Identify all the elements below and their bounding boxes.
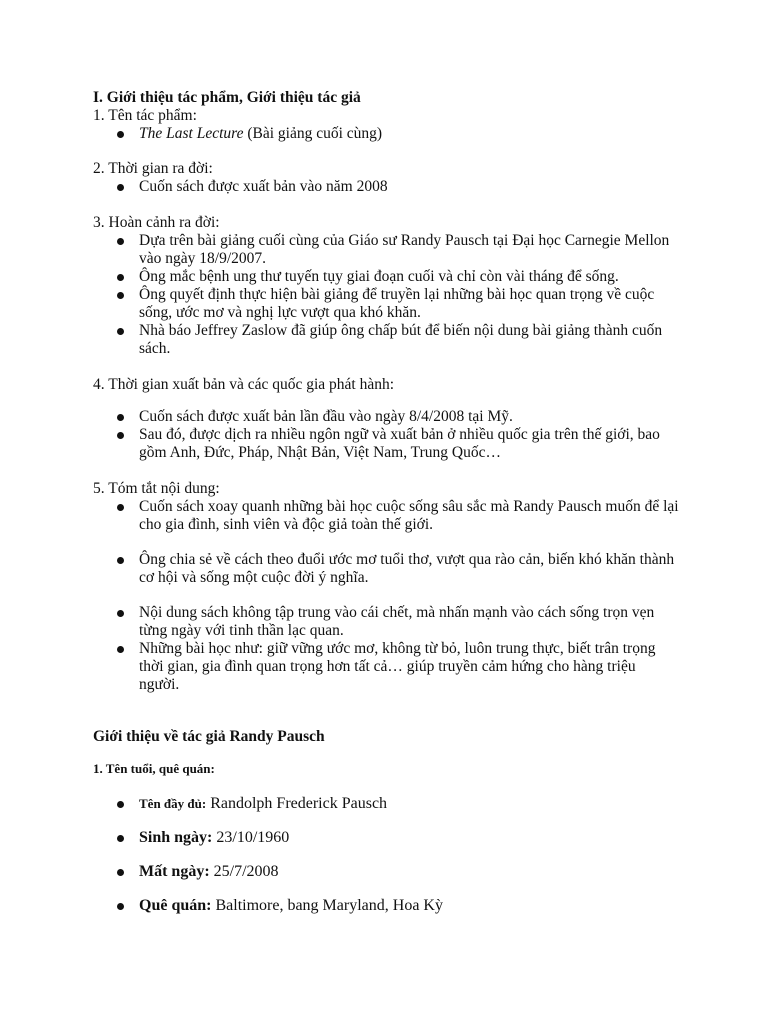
document-page xyxy=(93,89,693,916)
profile-hometown xyxy=(93,896,679,916)
subheading-name-hometown: 1. Tên tuổi, quê quán: xyxy=(93,761,215,776)
item-title-release-time: 2. Thời gian ra đời: xyxy=(93,160,213,177)
author-profile-list xyxy=(93,794,693,916)
item-title-context: 3. Hoàn cảnh ra đời: xyxy=(93,214,220,231)
profile-birth-date xyxy=(93,828,679,848)
work-name-list xyxy=(93,125,693,143)
list-item: Cuốn sách xoay quanh những bài học cuộc sống sâu sắc mà Randy Pausch muốn để lại cho gia đình, sinh viên và độc giả toàn thế giới. xyxy=(93,498,679,534)
list-item: Ông mắc bệnh ung thư tuyến tụy giai đoạn cuối và chỉ còn vài tháng để sống. xyxy=(93,268,679,286)
section-heading-intro: I. Giới thiệu tác phẩm, Giới thiệu tác giả xyxy=(93,89,361,106)
item-title-publication: 4. Thời gian xuất bản và các quốc gia phát hành: xyxy=(93,376,395,393)
summary-list xyxy=(93,498,693,694)
list-item: Cuốn sách được xuất bản vào năm 2008 xyxy=(93,178,679,196)
book-title-italic: The Last Lecture xyxy=(139,125,244,142)
list-item: Cuốn sách được xuất bản lần đầu vào ngày 8/4/2008 tại Mỹ. xyxy=(93,408,679,426)
list-item: Những bài học như: giữ vững ước mơ, không từ bỏ, luôn trung thực, biết trân trọng thời gian, gia đình quan trọng hơn tất cả… giúp truyền cảm hứng cho hàng triệu người. xyxy=(93,640,679,694)
list-item: Sau đó, được dịch ra nhiều ngôn ngữ và xuất bản ở nhiều quốc gia trên thế giới, bao gồm Anh, Đức, Pháp, Nhật Bản, Việt Nam, Trung Quốc… xyxy=(93,426,679,462)
profile-label: Tên đầy đủ: xyxy=(139,796,207,811)
list-item xyxy=(93,125,679,143)
profile-death-date xyxy=(93,862,679,882)
release-time-list xyxy=(93,178,693,196)
profile-full-name xyxy=(93,794,679,814)
profile-label: Quê quán: xyxy=(139,897,212,914)
profile-label: Sinh ngày: xyxy=(139,829,213,846)
context-list xyxy=(93,232,693,358)
item-title-work-name: 1. Tên tác phẩm: xyxy=(93,107,197,124)
list-item: Ông chia sẻ về cách theo đuổi ước mơ tuổi thơ, vượt qua rào cản, biến khó khăn thành cơ hội và sống một cuộc đời ý nghĩa. xyxy=(93,551,679,587)
profile-value: 25/7/2008 xyxy=(209,863,279,880)
publication-list xyxy=(93,408,693,462)
profile-value: Randolph Frederick Pausch xyxy=(206,795,388,812)
book-title-translation: (Bài giảng cuối cùng) xyxy=(243,125,383,142)
item-title-summary: 5. Tóm tắt nội dung: xyxy=(93,480,220,497)
list-item: Dựa trên bài giảng cuối cùng của Giáo sư Randy Pausch tại Đại học Carnegie Mellon vào ngày 18/9/2007. xyxy=(93,232,679,268)
list-item: Nội dung sách không tập trung vào cái chết, mà nhấn mạnh vào cách sống trọn vẹn từng ngày với tinh thần lạc quan. xyxy=(93,604,679,640)
section-heading-author: Giới thiệu về tác giả Randy Pausch xyxy=(93,728,325,745)
profile-value: 23/10/1960 xyxy=(212,829,290,846)
list-item: Ông quyết định thực hiện bài giảng để truyền lại những bài học quan trọng về cuộc sống, ước mơ và nghị lực vượt qua khó khăn. xyxy=(93,286,679,322)
profile-label: Mất ngày: xyxy=(139,863,210,880)
list-item: Nhà báo Jeffrey Zaslow đã giúp ông chấp bút để biến nội dung bài giảng thành cuốn sách. xyxy=(93,322,679,358)
profile-value: Baltimore, bang Maryland, Hoa Kỳ xyxy=(211,897,443,914)
